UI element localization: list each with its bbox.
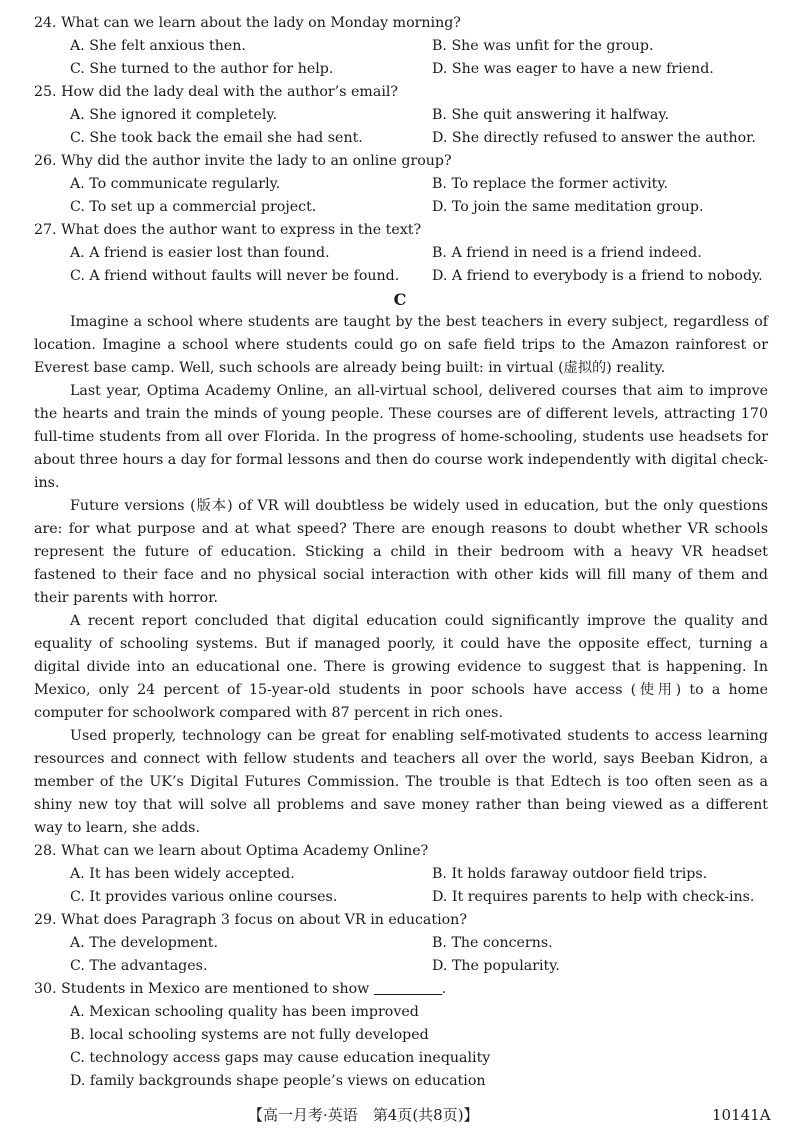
footer-paper-code: 10141A: [712, 1106, 771, 1124]
passage-paragraph: Used properly, technology can be great for enabling self-motivated students to access learning resources and connect with fellow students and teachers all over the world, says Beeban Kidron, a member of the UK’s Digital Futures Commission. The trouble is that Edtech is too often seen as a shiny new toy that will solve all problems and save money rather than being viewed as a different way to learn, she adds.: [34, 728, 768, 836]
answer-blank: [374, 980, 442, 995]
q29-option-b: B. The concerns.: [432, 935, 553, 951]
question-27: 27. What does the author want to express in the text?: [34, 222, 422, 238]
question-29: 29. What does Paragraph 3 focus on about VR in education?: [34, 912, 467, 928]
q30-option-a: A. Mexican schooling quality has been improved: [70, 1004, 419, 1020]
question-24: 24. What can we learn about the lady on Monday morning?: [34, 15, 461, 31]
question-30-stem: 30. Students in Mexico are mentioned to show: [34, 981, 370, 997]
passage-paragraph: Future versions (版本) of VR will doubtless be widely used in education, but the only questions are: for what purpose and at what speed? There are enough reasons to doubt whether VR schools represent the future of education. Sticking a child in their bedroom with a heavy VR headset fastened to their face and no physical social interaction with other kids will fill many of them and their parents with horror.: [34, 498, 768, 606]
question-28: 28. What can we learn about Optima Academy Online?: [34, 843, 429, 859]
q25-option-c: C. She took back the email she had sent.: [70, 130, 363, 146]
section-c-heading: C: [393, 290, 407, 309]
q28-option-d: D. It requires parents to help with check-ins.: [432, 889, 755, 905]
q27-option-c: C. A friend without faults will never be found.: [70, 268, 400, 284]
q28-option-a: A. It has been widely accepted.: [70, 866, 295, 882]
q26-option-c: C. To set up a commercial project.: [70, 199, 317, 215]
q26-option-d: D. To join the same meditation group.: [432, 199, 704, 215]
question-30: [34, 978, 774, 1001]
q28-option-b: B. It holds faraway outdoor field trips.: [432, 866, 708, 882]
q29-option-c: C. The advantages.: [70, 958, 208, 974]
q27-option-b: B. A friend in need is a friend indeed.: [432, 245, 702, 261]
question-26: 26. Why did the author invite the lady to an online group?: [34, 153, 452, 169]
q25-option-d: D. She directly refused to answer the author.: [432, 130, 756, 146]
q27-option-d: D. A friend to everybody is a friend to nobody.: [432, 268, 763, 284]
q24-option-d: D. She was eager to have a new friend.: [432, 61, 714, 77]
q24-option-c: C. She turned to the author for help.: [70, 61, 334, 77]
passage-paragraph: Imagine a school where students are taught by the best teachers in every subject, regardless of location. Imagine a school where students could go on safe field trips to the Amazon rainforest or Everest base camp. Well, such schools are already being built: in virtual (虚拟的) reality.: [34, 314, 768, 376]
q25-option-a: A. She ignored it completely.: [70, 107, 278, 123]
q30-option-d: D. family backgrounds shape people’s views on education: [70, 1073, 486, 1089]
question-30-period: .: [441, 981, 447, 997]
passage-paragraph: Last year, Optima Academy Online, an all-virtual school, delivered courses that aim to improve the hearts and train the minds of young people. These courses are of different levels, attracting 170 full-time students from all over Florida. In the progress of home-schooling, students use headsets for about three hours a day for formal lessons and then do course work independently with digital check-ins.: [34, 383, 768, 491]
q29-option-d: D. The popularity.: [432, 958, 560, 974]
q24-option-a: A. She felt anxious then.: [70, 38, 246, 54]
q26-option-b: B. To replace the former activity.: [432, 176, 668, 192]
passage-paragraph: A recent report concluded that digital education could significantly improve the quality and equality of schooling systems. But if managed poorly, it could have the opposite effect, turning a digital divide into an educational one. There is growing evidence to suggest that is happening. In Mexico, only 24 percent of 15-year-old students in poor schools have access (使用) to a home computer for schoolwork compared with 87 percent in rich ones.: [34, 613, 768, 721]
q24-option-b: B. She was unfit for the group.: [432, 38, 654, 54]
q30-option-b: B. local schooling systems are not fully developed: [70, 1027, 429, 1043]
footer-exam-info: 【高一月考·英语 第4页(共8页)】: [248, 1106, 479, 1124]
q26-option-a: A. To communicate regularly.: [70, 176, 281, 192]
q28-option-c: C. It provides various online courses.: [70, 889, 338, 905]
question-25: 25. How did the lady deal with the author’s email?: [34, 84, 399, 100]
passage-c: [34, 311, 768, 840]
q30-option-c: C. technology access gaps may cause education inequality: [70, 1050, 491, 1066]
q25-option-b: B. She quit answering it halfway.: [432, 107, 670, 123]
q27-option-a: A. A friend is easier lost than found.: [70, 245, 330, 261]
q29-option-a: A. The development.: [70, 935, 219, 951]
